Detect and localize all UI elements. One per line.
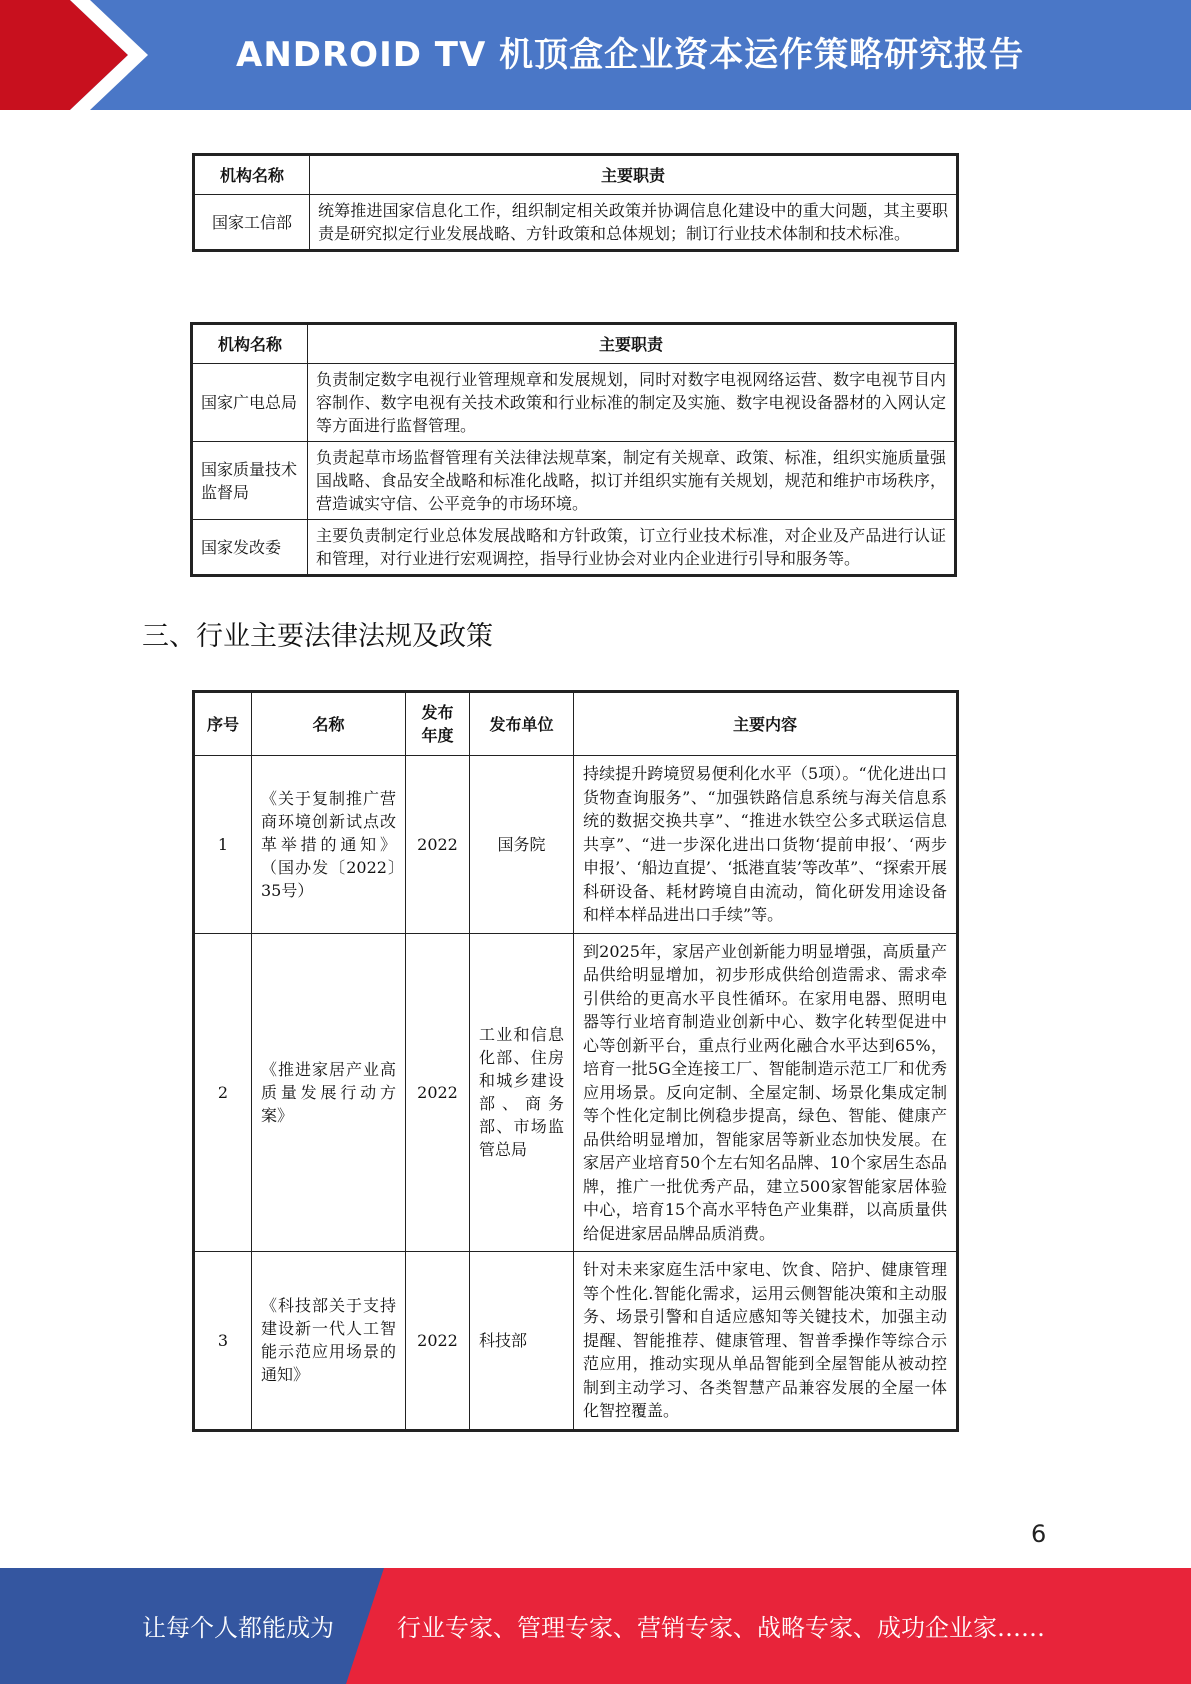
footer-slogan-left: 让每个人都能成为: [142, 1614, 334, 1642]
laws-policies-table: [192, 690, 959, 1432]
issuer-cell: 工业和信息化部、住房和城乡建设部、商务部、市场监管总局: [470, 933, 574, 1252]
org-duty-cell: 主要负责制定行业总体发展战略和方针政策，订立行业技术标准，对企业及产品进行认证和管理，对行业进行宏观调控，指导行业协会对业内企业进行引导和服务等。: [308, 520, 956, 576]
table-row: [194, 933, 958, 1252]
org-name-cell: 国家广电总局: [192, 364, 308, 442]
policy-name-cell: 《科技部关于支持建设新一代人工智能示范应用场景的通知》: [252, 1252, 406, 1431]
table-row: [194, 195, 958, 251]
content-cell: 到2025年，家居产业创新能力明显增强，高质量产品供给明显增加，初步形成供给创造需求、需求牵引供给的更高水平良性循环。在家用电器、照明电器等行业培育制造业创新中心、数字化转型促进中心等创新平台，重点行业两化融合水平达到65%，培育一批5G全连接工厂、智能制造示范工厂和优秀应用场景。反向定制、全屋定制、场景化集成定制等个性化定制比例稳步提高，绿色、智能、健康产品供给明显增加，智能家居等新业态加快发展。在家居产业培育50个左右知名品牌、10个家居生态品牌，推广一批优秀产品，建立500家智能家居体验中心，培育15个高水平特色产业集群，以高质量供给促进家居品牌品质消费。: [574, 933, 958, 1252]
org-duty-cell: 负责制定数字电视行业管理规章和发展规划，同时对数字电视网络运营、数字电视节目内容制作、数字电视有关技术政策和行业标准的制定及实施、数字电视设备器材的入网认定等方面进行监督管理。: [308, 364, 956, 442]
header-cell: 发布年度: [406, 692, 470, 756]
page-number: 6: [1031, 1520, 1047, 1548]
footer-slogan-right: 行业专家、管理专家、营销专家、战略专家、成功企业家……: [397, 1614, 1045, 1642]
index-cell: 1: [194, 756, 252, 934]
table-header-row: [192, 324, 956, 364]
policy-name-cell: 《关于复制推广营商环境创新试点改革举措的通知》（国办发〔2022〕35号）: [252, 756, 406, 934]
year-cell: 2022: [406, 1252, 470, 1431]
org-duties-table-1: [192, 153, 959, 252]
org-name-cell: 国家发改委: [192, 520, 308, 576]
header-cell: 名称: [252, 692, 406, 756]
table-row: [192, 364, 956, 442]
issuer-cell: 科技部: [470, 1252, 574, 1431]
table-header-row: [194, 692, 958, 756]
org-name-cell: 国家质量技术监督局: [192, 442, 308, 520]
year-cell: 2022: [406, 756, 470, 934]
org-duty-cell: 统筹推进国家信息化工作，组织制定相关政策并协调信息化建设中的重大问题，其主要职责是研究拟定行业发展战略、方针政策和总体规划；制订行业技术体制和技术标准。: [310, 195, 958, 251]
header-cell: 机构名称: [192, 324, 308, 364]
policy-name-cell: 《推进家居产业高质量发展行动方案》: [252, 933, 406, 1252]
header-cell: 主要职责: [308, 324, 956, 364]
table-row: [192, 442, 956, 520]
header-cell: 主要职责: [310, 155, 958, 195]
table-row: [194, 756, 958, 934]
section-heading: 三、行业主要法律法规及政策: [142, 621, 493, 652]
header-banner: [0, 0, 1191, 110]
document-title: ANDROID TV 机顶盒企业资本运作策略研究报告: [236, 35, 1025, 75]
index-cell: 2: [194, 933, 252, 1252]
table-row: [194, 1252, 958, 1431]
org-name-cell: 国家工信部: [194, 195, 310, 251]
issuer-cell: 国务院: [470, 756, 574, 934]
header-cell: 发布单位: [470, 692, 574, 756]
header-cell: 序号: [194, 692, 252, 756]
table-header-row: [194, 155, 958, 195]
content-cell: 持续提升跨境贸易便利化水平（5项）。“优化进出口货物查询服务”、“加强铁路信息系统与海关信息系统的数据交换共享”、“推进水铁空公多式联运信息共享”、“进一步深化进出口货物‘提前申报’、‘两步申报’、‘船边直提’、‘抵港直装’等改革”、“探索开展科研设备、耗材跨境自由流动，简化研发用途设备和样本样品进出口手续”等。: [574, 756, 958, 934]
content-cell: 针对未来家庭生活中家电、饮食、陪护、健康管理等个性化.智能化需求，运用云侧智能决策和主动服务、场景引警和自适应感知等关键技术，加强主动提醒、智能推荐、健康管理、智普季操作等综合示范应用，推动实现从单品智能到全屋智能从被动控制到主动学习、各类智慧产品兼容发展的全屋一体化智控覆盖。: [574, 1252, 958, 1431]
index-cell: 3: [194, 1252, 252, 1431]
org-duty-cell: 负责起草市场监督管理有关法律法规草案，制定有关规章、政策、标准，组织实施质量强国战略、食品安全战略和标准化战略，拟订并组织实施有关规划，规范和维护市场秩序，营造诚实守信、公平竞争的市场环境。: [308, 442, 956, 520]
year-cell: 2022: [406, 933, 470, 1252]
footer-banner: [0, 1568, 1191, 1684]
header-cell: 机构名称: [194, 155, 310, 195]
header-cell: 主要内容: [574, 692, 958, 756]
org-duties-table-2: [190, 322, 957, 577]
table-row: [192, 520, 956, 576]
